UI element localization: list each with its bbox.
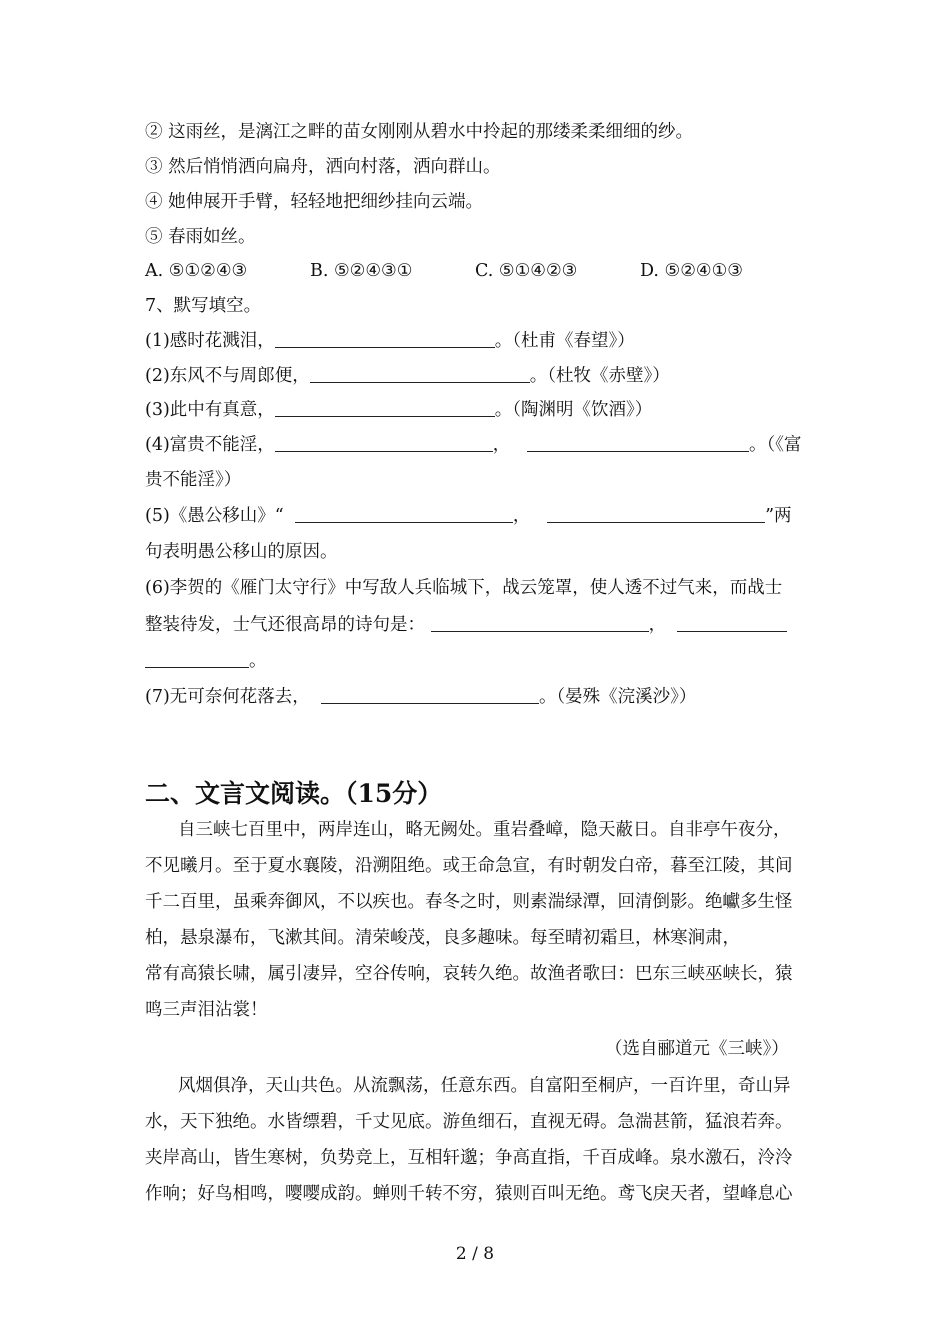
q7-item-6-line-3 xyxy=(145,653,267,671)
q7-item-3-prompt: (3)此中有真意， xyxy=(145,400,275,420)
q7-item-5-continued: 句表明愚公移山的原因。 xyxy=(145,542,338,562)
passage-2-line-1: 风烟俱净，天山共色。从流飘荡，任意东西。自富阳至桐庐，一百许里，奇山异 xyxy=(178,1076,791,1096)
answer-blank-7[interactable] xyxy=(321,702,539,704)
q7-item-6-line-2 xyxy=(145,617,787,635)
option-d: D. ⑤②④①③ xyxy=(640,261,743,281)
answer-blank-6a[interactable] xyxy=(431,630,649,632)
option-a: A. ⑤①②④③ xyxy=(145,261,248,281)
q6-line-4: ④ 她伸展开手臂，轻轻地把细纱挂向云端。 xyxy=(145,192,484,212)
answer-blank-4b[interactable] xyxy=(527,450,749,452)
passage-1-line-4: 柏，悬泉瀑布，飞漱其间。清荣峻茂，良多趣味。每至晴初霜旦，林寒涧肃， xyxy=(145,928,740,948)
q7-item-6-comma: ， xyxy=(648,615,667,635)
q7-item-4-source: 。（《富 xyxy=(749,435,802,455)
passage-1-line-5: 常有高猿长啸，属引凄异，空谷传响，哀转久绝。故渔者歌曰：巴东三峡巫峡长，猿 xyxy=(145,964,793,984)
q6-line-2: ② 这雨丝，是漓江之畔的苗女刚刚从碧水中拎起的那缕柔柔细细的纱。 xyxy=(145,122,694,142)
passage-1-line-6: 鸣三声泪沾裳！ xyxy=(145,1000,268,1020)
q7-item-1-source: 。（杜甫《春望》） xyxy=(494,331,635,351)
passage-1-line-3: 千二百里，虽乘奔御风，不以疾也。春冬之时，则素湍绿潭，回清倒影。绝巘多生怪 xyxy=(145,892,793,912)
q7-item-2-prompt: (2)东风不与周郎便， xyxy=(145,366,310,386)
q7-item-6-prompt: 整装待发，士气还很高昂的诗句是： xyxy=(145,615,425,635)
passage-1-line-1: 自三峡七百里中，两岸连山，略无阙处。重岩叠嶂，隐天蔽日。自非亭午夜分， xyxy=(178,820,791,840)
answer-blank-4a[interactable] xyxy=(275,450,493,452)
q7-item-7-source: 。（晏殊《浣溪沙》） xyxy=(538,687,697,707)
passage-2-line-4: 作响；好鸟相鸣，嘤嘤成韵。蝉则千转不穷，猿则百叫无绝。鸢飞戾天者，望峰息心 xyxy=(145,1184,793,1204)
q7-item-4 xyxy=(145,437,802,455)
q7-item-4-prompt: (4)富贵不能淫， xyxy=(145,435,275,455)
answer-blank-3[interactable] xyxy=(275,415,495,417)
q7-item-2 xyxy=(145,368,670,386)
q7-item-1 xyxy=(145,333,635,351)
q7-item-3-source: 。（陶渊明《饮酒》） xyxy=(494,400,653,420)
answer-blank-1[interactable] xyxy=(275,346,495,348)
answer-blank-5a[interactable] xyxy=(295,521,513,523)
q7-heading: 7、默写填空。 xyxy=(145,296,262,316)
q7-item-5-prompt: (5)《愚公移山》“ xyxy=(145,506,284,526)
passage-1-source: （选自郦道元《三峡》） xyxy=(605,1039,789,1059)
page-number: 2 / 8 xyxy=(455,1244,495,1264)
q7-item-6-line-1: (6)李贺的《雁门太守行》中写敌人兵临城下，战云笼罩，使人透不过气来，而战士 xyxy=(145,578,783,598)
q7-item-1-prompt: (1)感时花溅泪， xyxy=(145,331,275,351)
passage-2-line-2: 水，天下独绝。水皆缥碧，千丈见底。游鱼细石，直视无碍。急湍甚箭，猛浪若奔。 xyxy=(145,1112,793,1132)
answer-blank-2[interactable] xyxy=(310,381,530,383)
q7-item-6-end: 。 xyxy=(249,651,267,671)
option-b: B. ⑤②④③① xyxy=(310,261,413,281)
q7-item-5-end: ”两 xyxy=(765,506,792,526)
answer-blank-5b[interactable] xyxy=(547,521,765,523)
option-c: C. ⑤①④②③ xyxy=(475,261,578,281)
q7-item-4-continued: 贵不能淫》） xyxy=(145,470,242,490)
passage-2-line-3: 夹岸高山，皆生寒树，负势竞上，互相轩邈；争高直指，千百成峰。泉水激石，泠泠 xyxy=(145,1148,793,1168)
q7-item-5-comma: ， xyxy=(512,506,531,526)
q7-item-2-source: 。（杜牧《赤壁》） xyxy=(529,366,670,386)
q7-item-4-comma: ， xyxy=(492,435,511,455)
q7-item-5 xyxy=(145,508,792,526)
passage-1-line-2: 不见曦月。至于夏水襄陵，沿溯阻绝。或王命急宣，有时朝发白帝，暮至江陵，其间 xyxy=(145,856,793,876)
q6-line-5: ⑤ 春雨如丝。 xyxy=(145,227,256,247)
q7-item-3 xyxy=(145,402,652,420)
q6-options xyxy=(145,263,743,281)
q6-line-3: ③ 然后悄悄洒向扁舟，洒向村落，洒向群山。 xyxy=(145,157,501,177)
q7-item-7-prompt: (7)无可奈何花落去， xyxy=(145,687,310,707)
section-2-title: 二、文言文阅读。（15分） xyxy=(145,779,443,808)
answer-blank-6b-cont[interactable] xyxy=(145,666,249,668)
q7-item-7 xyxy=(145,689,696,707)
answer-blank-6b[interactable] xyxy=(677,630,787,632)
